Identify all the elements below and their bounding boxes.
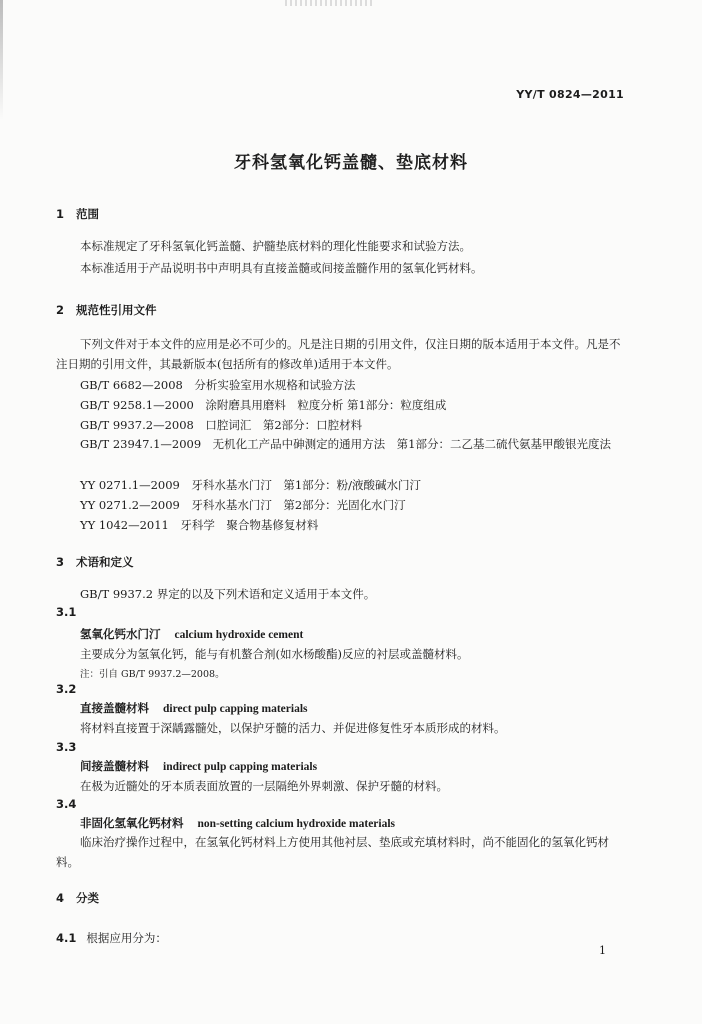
term-zh: 直接盖髓材料	[80, 701, 149, 715]
term-zh: 氢氧化钙水门汀	[80, 627, 161, 641]
reference-item: GB/T 23947.1—2009 无机化工产品中砷测定的通用方法 第1部分：二乙基二硫代氨基甲酸银光度法	[80, 437, 611, 451]
document-title: 牙科氢氧化钙盖髓、垫底材料	[234, 153, 468, 173]
reference-item: YY 0271.2—2009 牙科水基水门汀 第2部分：光固化水门汀	[80, 498, 406, 512]
term-en: calcium hydroxide cement	[174, 629, 304, 641]
standard-number: YY/T 0824—2011	[516, 88, 624, 101]
term-number: 3.2	[56, 682, 77, 696]
scope-paragraph-2: 本标准适用于产品说明书中声明具有直接盖髓或间接盖髓作用的氢氧化钙材料。	[80, 261, 483, 275]
section-2-heading	[56, 302, 157, 318]
reference-item: GB/T 9258.1—2000 涂附磨具用磨料 粒度分析 第1部分：粒度组成	[80, 398, 447, 412]
subsection-4-1	[56, 930, 167, 946]
term-definition: 临床治疗操作过程中，在氢氧化钙材料上方使用其他衬层、垫底或充填材料时，尚不能固化的氢氧化钙材料。	[56, 835, 609, 869]
term-en: indirect pulp capping materials	[163, 761, 318, 773]
section-title: 范围	[76, 207, 99, 221]
subsection-number: 4.1	[56, 931, 77, 945]
section-number: 2	[56, 303, 65, 317]
term-heading	[80, 626, 303, 642]
section-4-heading	[56, 890, 99, 906]
term-definition: 将材料直接置于深龋露髓处，以保护牙髓的活力、并促进修复性牙本质形成的材料。	[80, 721, 506, 735]
terms-intro: GB/T 9937.2 界定的以及下列术语和定义适用于本文件。	[80, 587, 376, 601]
reference-item: GB/T 9937.2—2008 口腔词汇 第2部分：口腔材料	[80, 418, 363, 432]
subsection-text: 根据应用分为：	[86, 931, 167, 945]
section-3-heading	[56, 554, 134, 570]
reference-item: YY 1042—2011 牙科学 聚合物基修复材料	[80, 518, 319, 532]
section-number: 1	[56, 207, 65, 221]
term-en: non-setting calcium hydroxide materials	[197, 818, 396, 830]
term-heading	[80, 758, 317, 774]
page-number: 1	[599, 944, 606, 957]
section-title: 术语和定义	[76, 555, 134, 569]
term-number: 3.3	[56, 740, 77, 754]
term-heading	[80, 700, 308, 716]
references-intro: 下列文件对于本文件的应用是必不可少的。凡是注日期的引用文件，仅注日期的版本适用于本文件。凡是不注日期的引用文件，其最新版本(包括所有的修改单)适用于本文件。	[56, 337, 621, 371]
section-title: 规范性引用文件	[76, 303, 157, 317]
section-title: 分类	[76, 891, 99, 905]
scope-paragraph-1: 本标准规定了牙科氢氧化钙盖髓、护髓垫底材料的理化性能要求和试验方法。	[80, 239, 471, 253]
term-number: 3.4	[56, 797, 77, 811]
reference-item: YY 0271.1—2009 牙科水基水门汀 第1部分：粉/液酸碱水门汀	[80, 478, 422, 492]
scan-edge	[0, 0, 3, 120]
section-number: 4	[56, 891, 65, 905]
term-en: direct pulp capping materials	[163, 703, 308, 715]
term-zh: 间接盖髓材料	[80, 759, 149, 773]
term-heading	[80, 815, 395, 831]
term-definition: 在极为近髓处的牙本质表面放置的一层隔绝外界刺激、保护牙髓的材料。	[80, 779, 448, 793]
section-1-heading	[56, 206, 99, 222]
section-number: 3	[56, 555, 65, 569]
term-number: 3.1	[56, 605, 77, 619]
scan-artifact	[285, 0, 375, 6]
term-note: 注：引自 GB/T 9937.2—2008。	[80, 669, 225, 680]
reference-item: GB/T 6682—2008 分析实验室用水规格和试验方法	[80, 378, 356, 392]
term-definition: 主要成分为氢氧化钙，能与有机螯合剂(如水杨酸酯)反应的衬层或盖髓材料。	[80, 647, 469, 661]
term-zh: 非固化氢氧化钙材料	[80, 816, 184, 830]
